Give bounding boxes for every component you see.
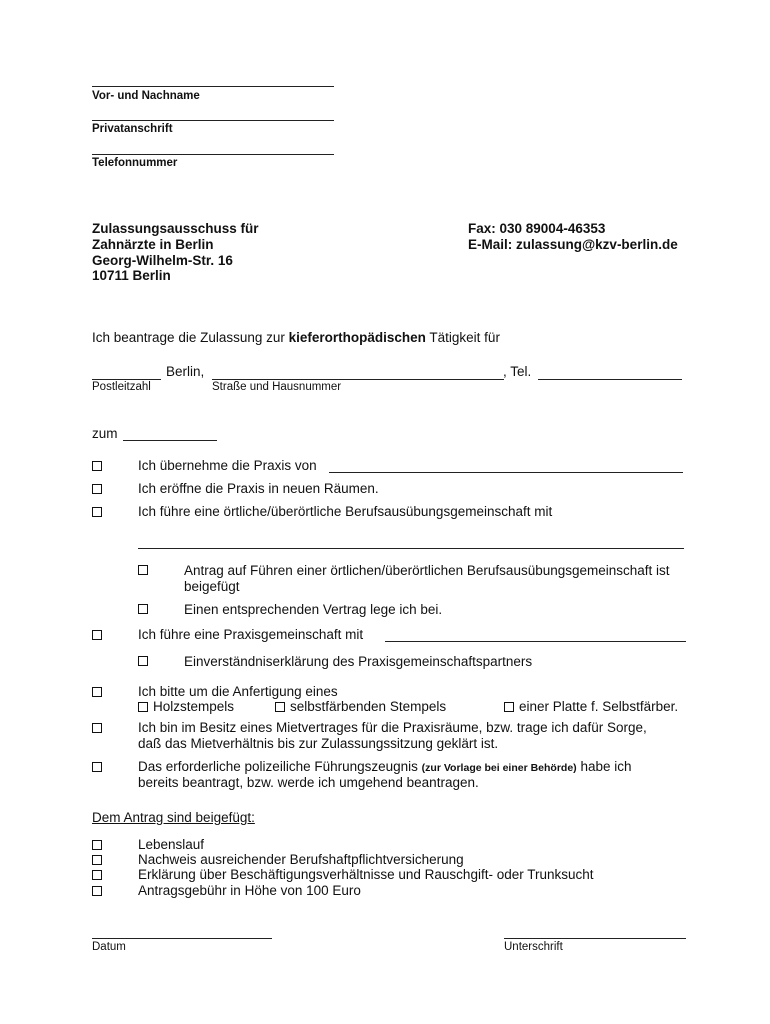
stamp-self-label: selbstfärbenden Stempels xyxy=(290,699,447,714)
email-address: E-Mail: zulassung@kzv-berlin.de xyxy=(468,237,678,252)
joint-application-checkbox[interactable] xyxy=(138,565,148,575)
fax-number: Fax: 030 89004-46353 xyxy=(468,221,606,236)
stamp-self-checkbox[interactable] xyxy=(275,702,285,712)
date-label: Datum xyxy=(92,941,126,953)
date-line[interactable] xyxy=(92,938,272,939)
street-label: Straße und Hausnummer xyxy=(212,381,342,393)
phone-label: Telefonnummer xyxy=(92,157,178,169)
shared-practice-checkbox[interactable] xyxy=(92,630,102,640)
attachment-item-3: Erklärung über Beschäftigungsverhältnisse und Rauschgift- oder Trunksucht xyxy=(138,867,594,882)
address-line[interactable] xyxy=(92,120,334,121)
police-text-a: Das erforderliche polizeiliche Führungszeugnis xyxy=(138,759,418,774)
open-new-checkbox[interactable] xyxy=(92,484,102,494)
open-new-text: Ich eröffne die Praxis in neuen Räumen. xyxy=(138,481,379,496)
joint-partner-line[interactable] xyxy=(138,548,684,549)
joint-application-text-1: Antrag auf Führen einer örtlichen/überörtlichen Berufsausübungsgemeinschaft ist xyxy=(184,563,670,578)
shared-practice-text: Ich führe eine Praxisgemeinschaft mit xyxy=(138,627,364,642)
street-line[interactable] xyxy=(212,379,504,380)
stamp-wood-option[interactable] xyxy=(138,699,234,714)
police-checkbox[interactable] xyxy=(92,762,102,772)
stamp-checkbox[interactable] xyxy=(92,687,102,697)
joint-practice-checkbox[interactable] xyxy=(92,507,102,517)
attachment-checkbox-1[interactable] xyxy=(92,840,102,850)
take-over-line[interactable] xyxy=(329,472,683,473)
joint-application-text-2: beigefügt xyxy=(184,579,240,594)
stamp-wood-checkbox[interactable] xyxy=(138,702,148,712)
signature-label: Unterschrift xyxy=(504,941,563,953)
intro-bold: kieferorthopädischen xyxy=(288,330,426,345)
attachment-checkbox-3[interactable] xyxy=(92,870,102,880)
take-over-checkbox[interactable] xyxy=(92,461,102,471)
name-label: Vor- und Nachname xyxy=(92,90,200,102)
recipient-line3: Georg-Wilhelm-Str. 16 xyxy=(92,253,233,268)
lease-text-1: Ich bin im Besitz eines Mietvertrages für die Praxisräume, bzw. trage ich dafür Sorge, xyxy=(138,720,647,735)
stamp-plate-option[interactable] xyxy=(504,699,678,714)
shared-consent-checkbox[interactable] xyxy=(138,656,148,666)
joint-contract-checkbox[interactable] xyxy=(138,604,148,614)
zum-label: zum xyxy=(92,426,118,441)
recipient-line2: Zahnärzte in Berlin xyxy=(92,237,214,252)
zum-line[interactable] xyxy=(123,440,217,441)
stamp-self-option[interactable] xyxy=(275,699,446,714)
shared-partner-line[interactable] xyxy=(385,641,686,642)
address-label: Privatanschrift xyxy=(92,123,173,135)
intro-text xyxy=(92,330,500,345)
recipient-line1: Zulassungsausschuss für xyxy=(92,221,259,236)
lease-checkbox[interactable] xyxy=(92,723,102,733)
attachments-heading: Dem Antrag sind beigefügt: xyxy=(92,810,255,825)
stamp-request-text: Ich bitte um die Anfertigung eines xyxy=(138,684,338,699)
tel-line[interactable] xyxy=(538,379,682,380)
postcode-label: Postleitzahl xyxy=(92,381,151,393)
take-over-text: Ich übernehme die Praxis von xyxy=(138,458,317,473)
name-line[interactable] xyxy=(92,86,334,87)
joint-contract-text: Einen entsprechenden Vertrag lege ich bei. xyxy=(184,602,443,617)
joint-practice-text: Ich führe eine örtliche/überörtliche Berufsausübungsgemeinschaft mit xyxy=(138,504,553,519)
police-text-1 xyxy=(138,759,632,774)
lease-text-2: daß das Mietverhältnis bis zur Zulassungssitzung geklärt ist. xyxy=(138,736,499,751)
intro-before: Ich beantrage die Zulassung zur xyxy=(92,330,289,345)
attachment-item-1: Lebenslauf xyxy=(138,837,205,852)
tel-text: , Tel. xyxy=(503,364,532,379)
recipient-line4: 10711 Berlin xyxy=(92,268,171,283)
city-text: Berlin, xyxy=(166,364,205,379)
intro-after: Tätigkeit für xyxy=(425,330,500,345)
attachment-checkbox-2[interactable] xyxy=(92,855,102,865)
attachment-checkbox-4[interactable] xyxy=(92,886,102,896)
signature-line[interactable] xyxy=(504,938,686,939)
attachment-item-4: Antragsgebühr in Höhe von 100 Euro xyxy=(138,883,361,898)
police-text-b: (zur Vorlage bei einer Behörde) xyxy=(421,762,577,774)
police-text-c: habe ich xyxy=(580,759,632,774)
stamp-wood-label: Holzstempels xyxy=(153,699,235,714)
stamp-plate-checkbox[interactable] xyxy=(504,702,514,712)
stamp-plate-label: einer Platte f. Selbstfärber. xyxy=(519,699,679,714)
phone-line[interactable] xyxy=(92,154,334,155)
shared-consent-text: Einverständniserklärung des Praxisgemeinschaftspartners xyxy=(184,654,533,669)
postcode-line[interactable] xyxy=(92,379,161,380)
police-text-2: bereits beantragt, bzw. werde ich umgehend beantragen. xyxy=(138,775,479,790)
attachment-item-2: Nachweis ausreichender Berufshaftpflichtversicherung xyxy=(138,852,464,867)
